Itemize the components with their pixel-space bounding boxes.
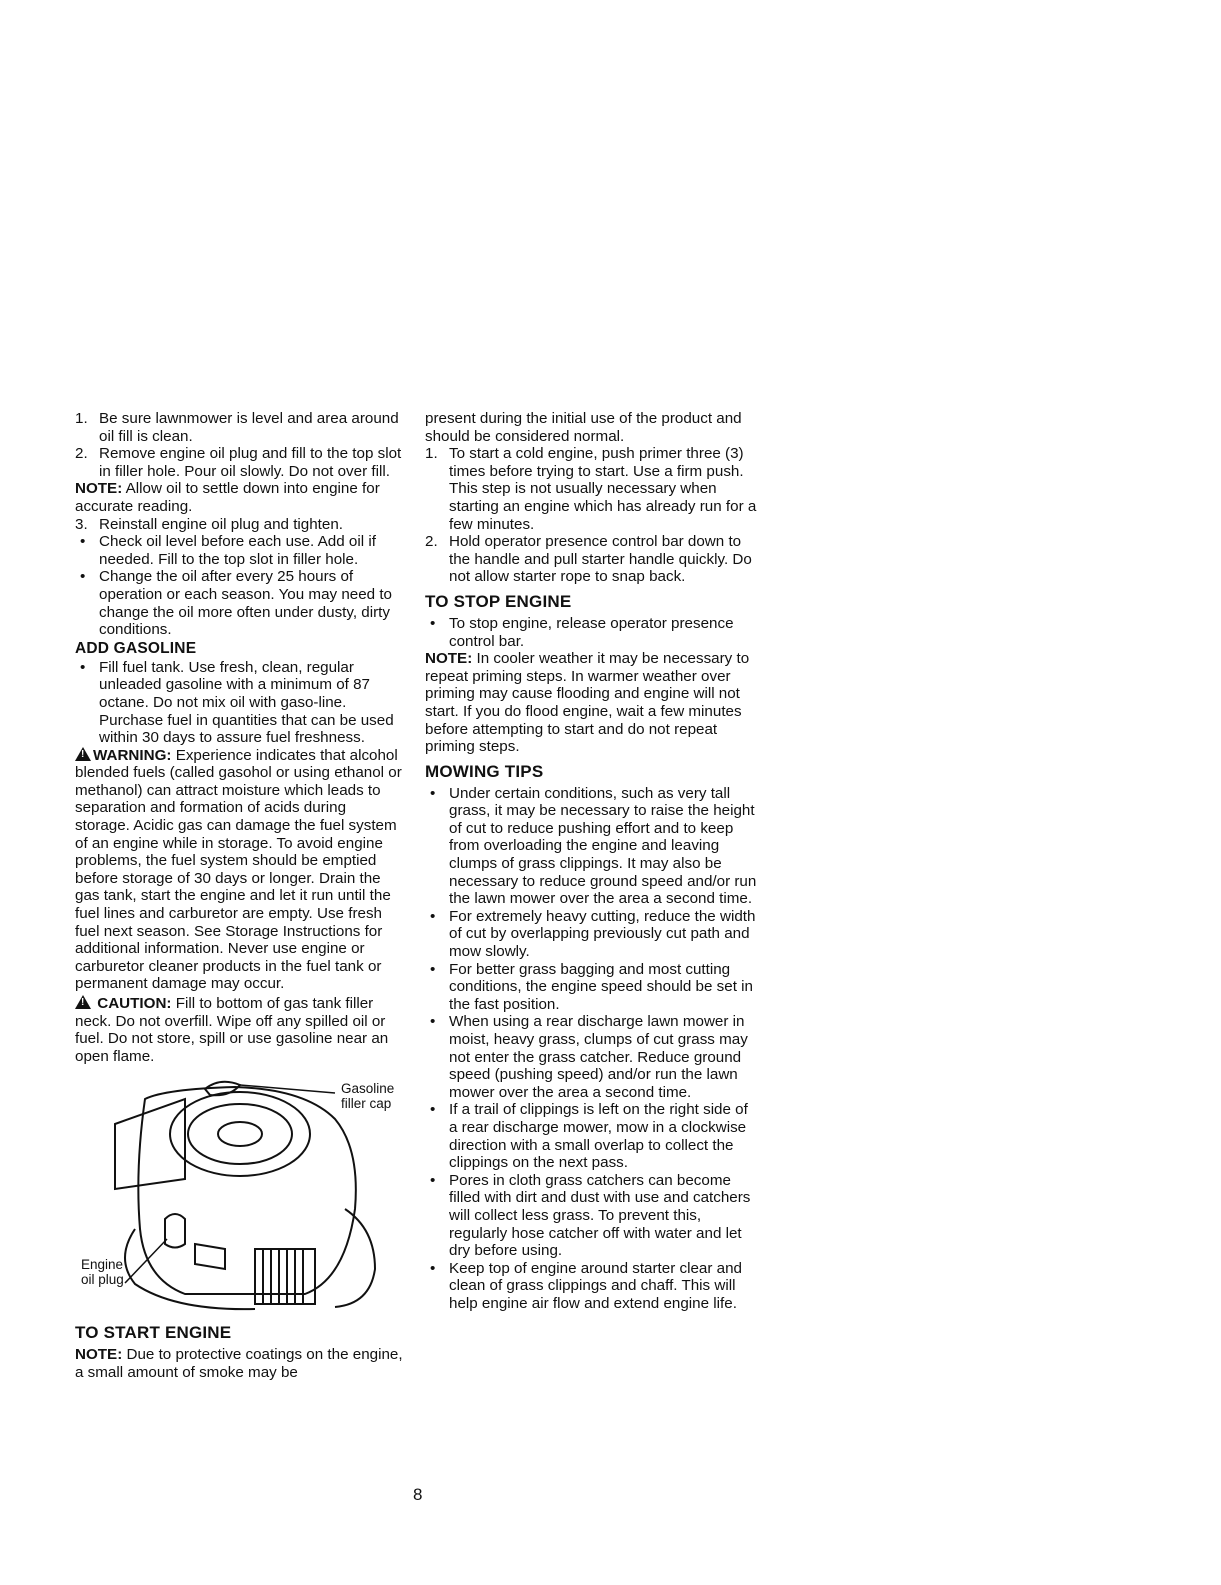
tip-item <box>425 961 760 1014</box>
bullet-icon: • <box>430 784 436 802</box>
caution-triangle-icon <box>75 995 91 1009</box>
bullet-icon: • <box>80 533 86 551</box>
step-text: To start a cold engine, push primer three (3) times before trying to start. Use a firm push. This step is not usually necessary when starting an engine which has already run for a few minutes. <box>449 445 757 533</box>
caution-label: CAUTION: <box>97 995 172 1012</box>
priming-note <box>425 650 760 756</box>
note-text: Due to protective coatings on the engine, a small amount of smoke may be <box>75 1346 403 1381</box>
bullet-icon: • <box>430 1013 436 1031</box>
heading-mowing-tips: MOWING TIPS <box>425 761 544 781</box>
caution-paragraph <box>75 995 405 1065</box>
step-text: Hold operator presence control bar down to the handle and pull starter handle quickly. Do not allow starter rope to snap back. <box>449 533 752 586</box>
oil-note <box>75 480 405 515</box>
note-text: In cooler weather it may be necessary to repeat priming steps. In warmer weather over priming may cause flooding and engine will not start. If you do flood engine, wait a few minutes before attempting to start and do not repeat priming steps. <box>425 650 750 756</box>
oil-bullet-check <box>75 533 405 568</box>
oil-bullet-change <box>75 568 405 638</box>
warning-paragraph <box>75 747 405 993</box>
warning-label: WARNING: <box>93 746 172 764</box>
step-text: Reinstall engine oil plug and tighten. <box>99 515 344 533</box>
step-text: Be sure lawnmower is level and area around oil fill is clean. <box>99 410 399 445</box>
tip-item <box>425 1260 760 1313</box>
tip-text: Under certain conditions, such as very tall grass, it may be necessary to raise the height of cut to reduce pushing effort and to keep from overloading the engine and leaving clumps of grass clippings. It may also be necessary to reduce ground speed and/or run the lawn mower over the area a second time. <box>449 784 757 908</box>
label-line: filler cap <box>341 1096 392 1112</box>
step-number: 2. <box>75 445 88 463</box>
bullet-icon: • <box>430 1259 436 1277</box>
step-text: Remove engine oil plug and fill to the top slot in filler hole. Pour oil slowly. Do not over fill. <box>99 445 402 480</box>
oil-step-3 <box>75 516 405 534</box>
tip-item <box>425 908 760 961</box>
engine-figure <box>75 1079 410 1317</box>
step-number: 1. <box>75 410 88 427</box>
tip-item <box>425 1172 760 1260</box>
warning-text: Experience indicates that alcohol blended fuels (called gasohol or using ethanol or methanol) can attract moisture which leads to separation and formation of acids during storage. Acidic gas can damage the fuel system of an engine while in storage. To avoid engine problems, the fuel system should be emptied before storage of 30 days or longer. Drain the gas tank, start the engine and let it run until the fuel lines and carburetor are empty. Use fresh fuel next season. See Storage Instructions for additional information. Never use engine or carburetor cleaner products in the fuel tank or permanent damage may occur. <box>75 746 402 993</box>
bullet-text: To stop engine, release operator presence control bar. <box>449 614 734 650</box>
tip-item <box>425 1101 760 1171</box>
tip-item <box>425 785 760 908</box>
stop-bullet <box>425 615 760 650</box>
heading-to-start-engine: TO START ENGINE <box>75 1323 232 1343</box>
bullet-text: Fill fuel tank. Use fresh, clean, regular unleaded gasoline with a minimum of 87 octane. Do not mix oil with gaso-line. Purchase fuel in quantities that can be used within 30 days to assure fuel freshness. <box>99 658 394 747</box>
label-line: Gasoline <box>341 1081 395 1097</box>
bullet-icon: • <box>430 960 436 978</box>
oil-step-1 <box>75 410 405 445</box>
oil-step-2 <box>75 445 405 480</box>
bullet-icon: • <box>80 658 86 676</box>
bullet-icon: • <box>430 1171 436 1189</box>
bullet-icon: • <box>430 1101 436 1119</box>
engine-oil-plug-label <box>81 1257 124 1287</box>
page-number: 8 <box>413 1485 423 1504</box>
tip-text: Keep top of engine around starter clear and clean of grass clippings and chaff. This will help engine air flow and extend engine life. <box>449 1259 742 1312</box>
heading-to-stop-engine: TO STOP ENGINE <box>425 591 572 611</box>
bullet-text: Check oil level before each use. Add oil if needed. Fill to the top slot in filler hole. <box>99 533 376 568</box>
right-column <box>425 410 760 1313</box>
engine-illustration <box>75 1079 410 1317</box>
tip-item <box>425 1013 760 1101</box>
note-label: NOTE: <box>75 1346 123 1364</box>
step-number: 1. <box>425 445 438 463</box>
note-label: NOTE: <box>425 650 473 668</box>
note-text: Allow oil to settle down into engine for accurate reading. <box>75 480 380 515</box>
start-note <box>75 1346 405 1381</box>
bullet-icon: • <box>80 568 86 586</box>
tip-text: When using a rear discharge lawn mower in moist, heavy grass, clumps of cut grass may not enter the grass catcher. Reduce ground speed (pushing speed) and/or run the lawn mower over the area a second time. <box>449 1013 748 1101</box>
left-column <box>75 410 405 1382</box>
step-number: 3. <box>75 515 88 533</box>
bullet-icon: • <box>430 614 436 632</box>
tip-text: For better grass bagging and most cutting conditions, the engine speed should be set in the fast position. <box>449 960 753 1013</box>
start-note-continued: present during the initial use of the product and should be considered normal. <box>425 410 742 445</box>
caution-text: Fill to bottom of gas tank filler neck. Do not overfill. Wipe off any spilled oil or fuel. Do not store, spill or use gasoline near an open flame. <box>75 995 389 1065</box>
warning-triangle-icon <box>75 747 91 761</box>
note-label: NOTE: <box>75 480 123 498</box>
gasoline-filler-cap-label <box>341 1081 394 1111</box>
bullet-text: Change the oil after every 25 hours of operation or each season. You may need to change the oil more often under dusty, dirty conditions. <box>99 568 392 639</box>
label-line: oil plug <box>81 1272 124 1288</box>
bullet-icon: • <box>430 907 436 925</box>
label-line: Engine <box>81 1257 124 1273</box>
start-step-2 <box>425 533 760 586</box>
tip-text: If a trail of clippings is left on the right side of a rear discharge mower, mow in a clockwise direction with a small overlap to collect the clippings on the next pass. <box>449 1101 748 1172</box>
gas-bullet <box>75 659 405 747</box>
heading-add-gasoline: ADD GASOLINE <box>75 639 197 657</box>
step-number: 2. <box>425 533 438 551</box>
tip-text: Pores in cloth grass catchers can become filled with dirt and dust with use and catchers will collect less grass. To prevent this, regularly hose catcher off with water and let dry before using. <box>449 1171 751 1260</box>
start-step-1 <box>425 445 760 533</box>
tip-text: For extremely heavy cutting, reduce the width of cut by overlapping previously cut path and mow slowly. <box>449 907 756 961</box>
